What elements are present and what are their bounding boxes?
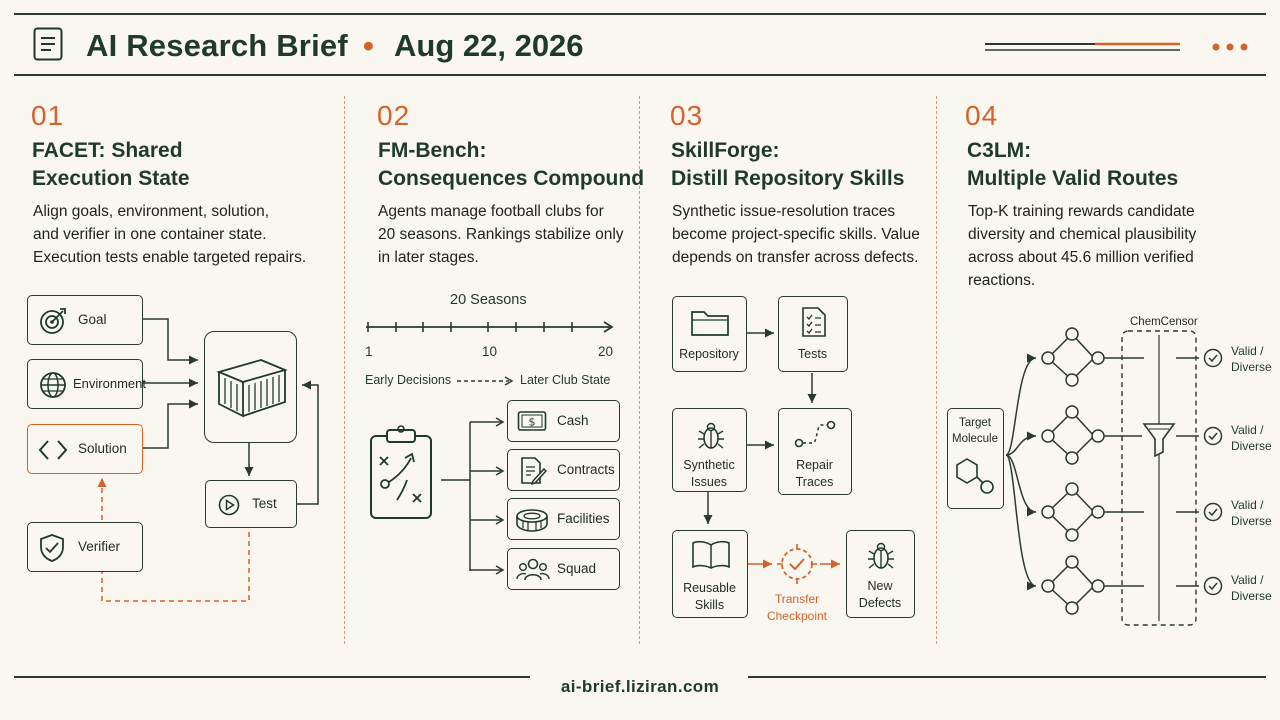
contract-icon <box>519 456 547 486</box>
book-icon <box>691 540 731 570</box>
season-timeline <box>360 315 620 345</box>
repair-traces-node <box>778 408 852 495</box>
checklist-icon <box>801 306 827 338</box>
resource-label: Contracts <box>557 462 615 477</box>
output-label: Diverse <box>1231 589 1272 603</box>
resource-connectors <box>437 410 509 580</box>
resource-contracts <box>507 449 620 491</box>
output-label: Valid / <box>1231 423 1264 437</box>
column-divider <box>936 96 937 644</box>
title-line: Execution State <box>32 167 190 190</box>
title-line: Distill Repository Skills <box>671 167 905 190</box>
test-label: Test <box>252 496 277 511</box>
node-label: Repository <box>679 347 739 361</box>
panel-description <box>672 200 920 269</box>
checkpoint-icon <box>775 542 819 586</box>
path-icon <box>793 419 839 449</box>
timeline-label: 20 Seasons <box>450 292 527 308</box>
later-state-label: Later Club State <box>520 373 611 387</box>
panel-title <box>378 137 644 193</box>
output-label: Valid / <box>1231 344 1264 358</box>
verifier-node <box>27 522 143 572</box>
filter-icon <box>1144 424 1174 456</box>
reusable-skills-node <box>672 530 748 618</box>
folder-icon <box>690 307 730 337</box>
code-icon <box>38 437 68 463</box>
title-separator: • <box>363 28 374 63</box>
target-icon <box>38 306 68 336</box>
node-label: Issues <box>690 475 728 489</box>
desc-line: Align goals, environment, solution, <box>33 203 270 220</box>
resource-cash <box>507 400 620 442</box>
resource-label: Squad <box>557 561 597 576</box>
desc-line: Agents manage football clubs for <box>378 203 604 220</box>
node-label: Synthetic <box>683 458 735 472</box>
node-label: New <box>867 579 893 593</box>
title-line: C3LM: <box>967 139 1032 162</box>
synthetic-issues-node <box>672 408 747 492</box>
environment-node <box>27 359 146 409</box>
checkpoint-label: Transfer <box>774 592 820 606</box>
new-defects-node <box>846 530 915 618</box>
route-output <box>1231 572 1272 604</box>
desc-line: become project-specific skills. Value <box>672 226 920 243</box>
desc-line: in later stages. <box>378 249 479 266</box>
resource-squad <box>507 548 620 590</box>
panel-title <box>967 137 1178 193</box>
output-label: Diverse <box>1231 514 1272 528</box>
goal-label: Goal <box>78 312 107 327</box>
solution-node <box>27 424 143 474</box>
tick-label: 1 <box>365 344 373 359</box>
output-label: Valid / <box>1231 498 1264 512</box>
title-line: FACET: Shared <box>32 139 183 162</box>
repository-node <box>672 296 747 372</box>
tests-node <box>778 296 848 372</box>
container-node <box>204 331 297 443</box>
panel-title <box>671 137 904 193</box>
desc-line: reactions. <box>968 272 1036 289</box>
route-output <box>1231 497 1272 529</box>
output-label: Valid / <box>1231 573 1264 587</box>
environment-label: Environment <box>73 376 146 391</box>
desc-line: Execution tests enable targeted repairs. <box>33 249 307 266</box>
route-output <box>1231 422 1272 454</box>
dashed-arrow <box>455 374 517 388</box>
node-label: Repair <box>796 458 833 472</box>
output-label: Diverse <box>1231 439 1272 453</box>
panel-number: 02 <box>377 100 411 131</box>
cash-icon <box>517 410 547 432</box>
svg-text:$: $ <box>528 415 536 429</box>
stadium-icon <box>515 507 549 533</box>
brief-date: Aug 22, 2026 <box>394 28 584 63</box>
page-title: AI Research Brief <box>86 28 348 63</box>
target-molecule-node <box>947 408 1004 509</box>
resource-label: Facilities <box>557 511 610 526</box>
checkpoint-label: Checkpoint <box>766 609 828 623</box>
bug-icon <box>867 541 895 571</box>
title-line: FM-Bench: <box>378 139 487 162</box>
verifier-label: Verifier <box>78 539 121 554</box>
play-icon <box>218 494 240 516</box>
title-line: Multiple Valid Routes <box>967 167 1179 190</box>
resource-label: Cash <box>557 413 589 428</box>
footer-url[interactable]: ai-brief.liziran.com <box>560 677 720 696</box>
title-line: Consequences Compound <box>378 167 645 190</box>
molecule-icon <box>955 455 997 499</box>
panel-number: 03 <box>670 100 704 131</box>
desc-line: 20 seasons. Rankings stabilize only <box>378 226 624 243</box>
desc-line: Top-K training rewards candidate <box>968 203 1195 220</box>
bug-icon <box>697 421 725 451</box>
tick-label: 10 <box>482 344 498 359</box>
people-icon <box>516 557 550 583</box>
output-label: Diverse <box>1231 360 1272 374</box>
early-decisions-label: Early Decisions <box>365 373 452 387</box>
desc-line: Synthetic issue-resolution traces <box>672 203 896 220</box>
desc-line: depends on transfer across defects. <box>672 249 919 266</box>
goal-node <box>27 295 143 345</box>
panel-number: 04 <box>965 100 999 131</box>
node-label: Defects <box>858 596 902 610</box>
test-node <box>205 480 297 528</box>
title-line: SkillForge: <box>671 139 780 162</box>
chemcensor-label: ChemCensor <box>1130 316 1198 328</box>
panel-description <box>968 200 1196 292</box>
desc-line: and verifier in one container state. <box>33 226 267 243</box>
node-label: Traces <box>795 475 834 489</box>
resource-facilities <box>507 498 620 540</box>
node-label: Reusable <box>683 581 736 595</box>
route-output <box>1231 343 1272 375</box>
node-label: Skills <box>694 598 725 612</box>
globe-icon <box>38 370 68 400</box>
clipboard-icon <box>367 424 437 522</box>
desc-line: diversity and chemical plausibility <box>968 226 1197 243</box>
panel-description <box>378 200 624 269</box>
shield-check-icon <box>38 533 66 563</box>
node-label: Tests <box>797 347 828 361</box>
container-icon <box>216 352 288 422</box>
node-label: Molecule <box>951 433 999 445</box>
desc-line: across about 45.6 million verified <box>968 249 1194 266</box>
tick-label: 20 <box>598 344 614 359</box>
node-label: Target <box>959 417 991 429</box>
header-decoration <box>980 38 1250 58</box>
panel-number: 01 <box>31 100 65 131</box>
solution-label: Solution <box>78 441 127 456</box>
